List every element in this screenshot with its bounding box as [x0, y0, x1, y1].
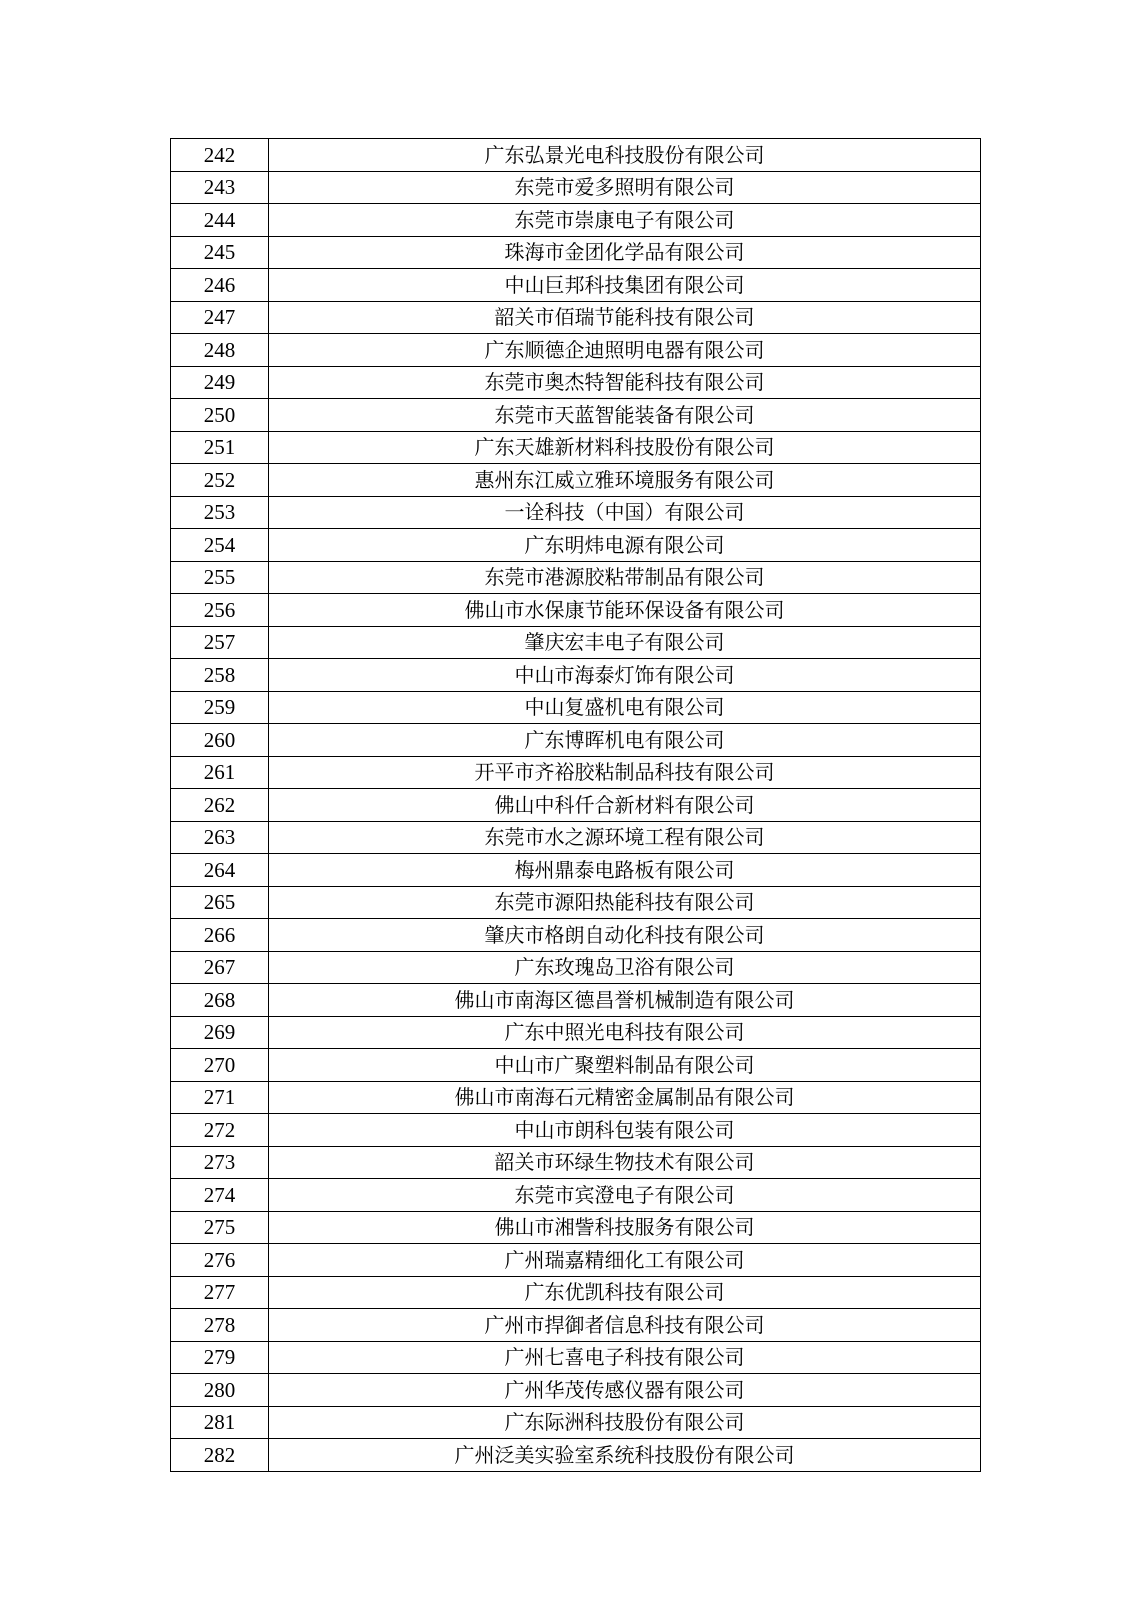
company-name: 佛山市水保康节能环保设备有限公司 — [269, 594, 981, 627]
table-row — [171, 724, 981, 757]
row-number: 243 — [171, 171, 269, 204]
row-number: 257 — [171, 626, 269, 659]
table-row — [171, 431, 981, 464]
company-name: 东莞市崇康电子有限公司 — [269, 204, 981, 237]
row-number: 251 — [171, 431, 269, 464]
company-name: 佛山中科仟合新材料有限公司 — [269, 789, 981, 822]
table-row — [171, 496, 981, 529]
row-number: 249 — [171, 366, 269, 399]
company-name: 东莞市天蓝智能装备有限公司 — [269, 399, 981, 432]
company-name: 东莞市爱多照明有限公司 — [269, 171, 981, 204]
company-name: 广东优凯科技有限公司 — [269, 1276, 981, 1309]
table-row — [171, 626, 981, 659]
company-name: 广州泛美实验室系统科技股份有限公司 — [269, 1439, 981, 1472]
row-number: 269 — [171, 1016, 269, 1049]
company-name: 广州市捍御者信息科技有限公司 — [269, 1309, 981, 1342]
company-name: 广州华茂传感仪器有限公司 — [269, 1374, 981, 1407]
company-name: 佛山市南海石元精密金属制品有限公司 — [269, 1081, 981, 1114]
table-row — [171, 1439, 981, 1472]
company-name: 佛山市湘訾科技服务有限公司 — [269, 1211, 981, 1244]
row-number: 276 — [171, 1244, 269, 1277]
row-number: 265 — [171, 886, 269, 919]
table-body — [171, 139, 981, 1472]
row-number: 246 — [171, 269, 269, 302]
table-row — [171, 301, 981, 334]
table-row — [171, 139, 981, 172]
table-row — [171, 399, 981, 432]
company-name: 广东顺德企迪照明电器有限公司 — [269, 334, 981, 367]
row-number: 242 — [171, 139, 269, 172]
company-name: 韶关市佰瑞节能科技有限公司 — [269, 301, 981, 334]
table-row — [171, 1244, 981, 1277]
table-row — [171, 1374, 981, 1407]
row-number: 281 — [171, 1406, 269, 1439]
table-row — [171, 691, 981, 724]
row-number: 254 — [171, 529, 269, 562]
row-number: 263 — [171, 821, 269, 854]
company-name: 东莞市源阳热能科技有限公司 — [269, 886, 981, 919]
table-row — [171, 789, 981, 822]
company-name: 肇庆宏丰电子有限公司 — [269, 626, 981, 659]
row-number: 264 — [171, 854, 269, 887]
row-number: 258 — [171, 659, 269, 692]
table-row — [171, 529, 981, 562]
table-row — [171, 1276, 981, 1309]
company-name: 东莞市水之源环境工程有限公司 — [269, 821, 981, 854]
company-name: 中山市海泰灯饰有限公司 — [269, 659, 981, 692]
row-number: 279 — [171, 1341, 269, 1374]
table-row — [171, 1179, 981, 1212]
row-number: 255 — [171, 561, 269, 594]
row-number: 260 — [171, 724, 269, 757]
row-number: 271 — [171, 1081, 269, 1114]
company-name: 梅州鼎泰电路板有限公司 — [269, 854, 981, 887]
table-row — [171, 1081, 981, 1114]
company-name: 开平市齐裕胶粘制品科技有限公司 — [269, 756, 981, 789]
table-row — [171, 951, 981, 984]
row-number: 275 — [171, 1211, 269, 1244]
table-row — [171, 366, 981, 399]
table-row — [171, 854, 981, 887]
row-number: 274 — [171, 1179, 269, 1212]
row-number: 244 — [171, 204, 269, 237]
company-name: 广东博晖机电有限公司 — [269, 724, 981, 757]
row-number: 272 — [171, 1114, 269, 1147]
company-name: 惠州东江威立雅环境服务有限公司 — [269, 464, 981, 497]
table-row — [171, 1016, 981, 1049]
table-row — [171, 1211, 981, 1244]
table-row — [171, 659, 981, 692]
company-name: 佛山市南海区德昌誉机械制造有限公司 — [269, 984, 981, 1017]
row-number: 270 — [171, 1049, 269, 1082]
company-name: 珠海市金团化学品有限公司 — [269, 236, 981, 269]
company-list-table — [170, 138, 981, 1472]
table-row — [171, 334, 981, 367]
row-number: 280 — [171, 1374, 269, 1407]
table-row — [171, 919, 981, 952]
table-row — [171, 594, 981, 627]
company-name: 中山市朗科包装有限公司 — [269, 1114, 981, 1147]
company-name: 肇庆市格朗自动化科技有限公司 — [269, 919, 981, 952]
company-name: 东莞市宾澄电子有限公司 — [269, 1179, 981, 1212]
table-row — [171, 756, 981, 789]
row-number: 252 — [171, 464, 269, 497]
table-row — [171, 171, 981, 204]
row-number: 277 — [171, 1276, 269, 1309]
row-number: 262 — [171, 789, 269, 822]
row-number: 282 — [171, 1439, 269, 1472]
company-name: 广州瑞嘉精细化工有限公司 — [269, 1244, 981, 1277]
company-name: 广州七喜电子科技有限公司 — [269, 1341, 981, 1374]
table-row — [171, 1114, 981, 1147]
table-row — [171, 821, 981, 854]
table-row — [171, 984, 981, 1017]
table-row — [171, 204, 981, 237]
table-row — [171, 236, 981, 269]
company-name: 中山巨邦科技集团有限公司 — [269, 269, 981, 302]
company-name: 中山复盛机电有限公司 — [269, 691, 981, 724]
company-name: 广东中照光电科技有限公司 — [269, 1016, 981, 1049]
row-number: 256 — [171, 594, 269, 627]
row-number: 259 — [171, 691, 269, 724]
row-number: 247 — [171, 301, 269, 334]
table-row — [171, 561, 981, 594]
company-name: 广东际洲科技股份有限公司 — [269, 1406, 981, 1439]
row-number: 245 — [171, 236, 269, 269]
row-number: 248 — [171, 334, 269, 367]
company-name: 东莞市港源胶粘带制品有限公司 — [269, 561, 981, 594]
company-name: 一诠科技（中国）有限公司 — [269, 496, 981, 529]
table-row — [171, 464, 981, 497]
row-number: 253 — [171, 496, 269, 529]
row-number: 268 — [171, 984, 269, 1017]
table-row — [171, 1341, 981, 1374]
table-row — [171, 1146, 981, 1179]
row-number: 273 — [171, 1146, 269, 1179]
row-number: 250 — [171, 399, 269, 432]
company-name: 广东明炜电源有限公司 — [269, 529, 981, 562]
company-name: 韶关市环绿生物技术有限公司 — [269, 1146, 981, 1179]
company-name: 广东玫瑰岛卫浴有限公司 — [269, 951, 981, 984]
table-row — [171, 1049, 981, 1082]
company-name: 中山市广聚塑料制品有限公司 — [269, 1049, 981, 1082]
table-row — [171, 1406, 981, 1439]
row-number: 278 — [171, 1309, 269, 1342]
company-name: 东莞市奥杰特智能科技有限公司 — [269, 366, 981, 399]
row-number: 267 — [171, 951, 269, 984]
company-name: 广东弘景光电科技股份有限公司 — [269, 139, 981, 172]
row-number: 261 — [171, 756, 269, 789]
table-row — [171, 886, 981, 919]
table-row — [171, 269, 981, 302]
table-row — [171, 1309, 981, 1342]
row-number: 266 — [171, 919, 269, 952]
company-name: 广东天雄新材料科技股份有限公司 — [269, 431, 981, 464]
